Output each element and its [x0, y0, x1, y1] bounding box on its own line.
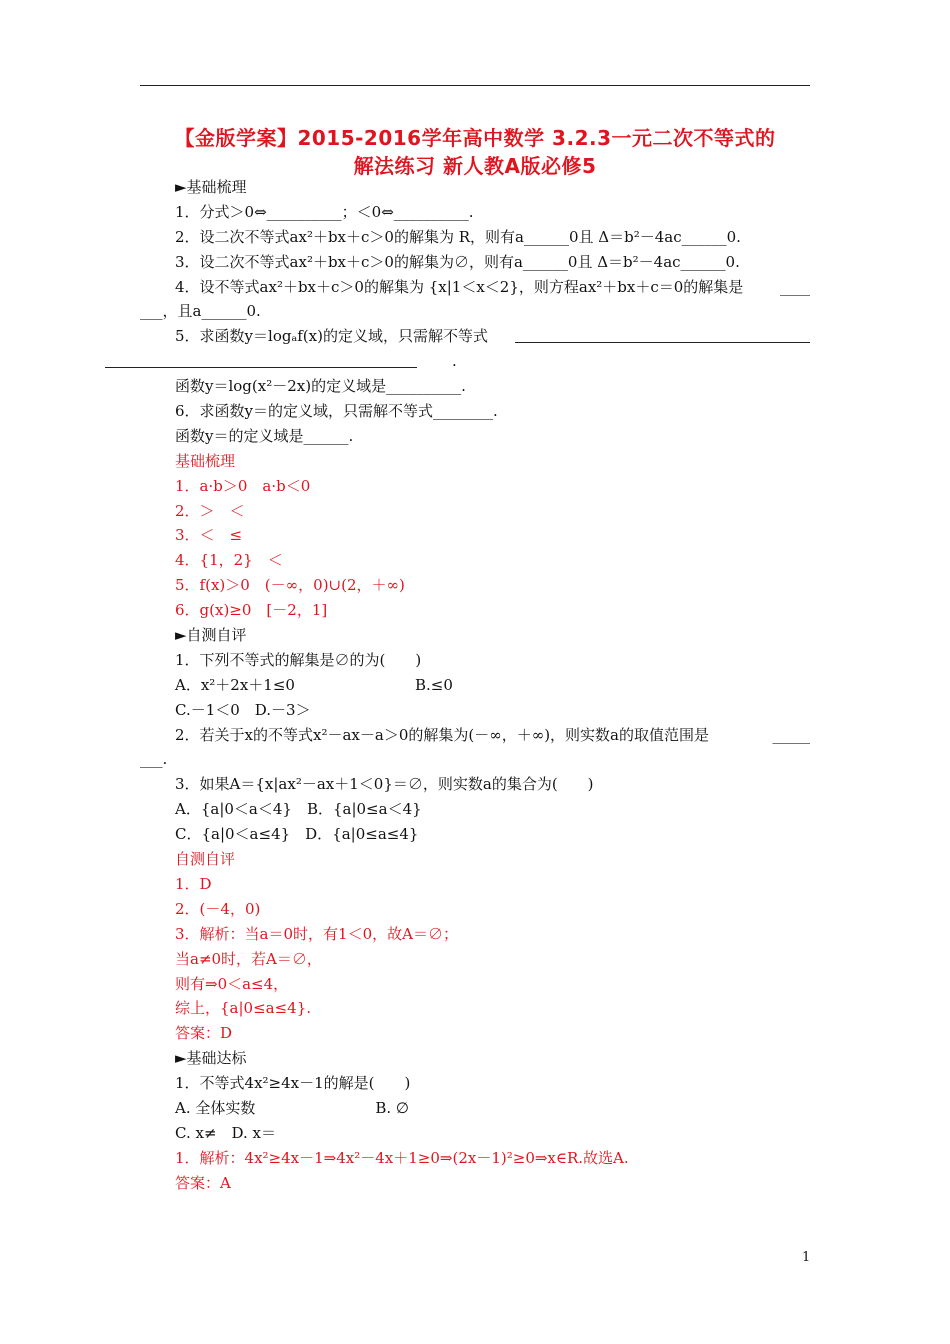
text-line	[175, 1071, 815, 1096]
line-text: 6．g(x)≥0 [－2，1]	[175, 601, 328, 620]
answer-line	[175, 847, 815, 872]
blank-tail: _____	[772, 725, 810, 744]
line-text: ►基础梳理	[175, 178, 247, 196]
line-text: A. 全体实数 B. ∅	[175, 1098, 409, 1117]
text-line	[140, 299, 815, 324]
line-text: .	[452, 352, 457, 371]
answer-line	[175, 598, 815, 623]
text-line	[175, 1096, 815, 1121]
answer-line	[175, 523, 815, 548]
answer-blank-line	[105, 367, 417, 368]
text-line	[175, 822, 815, 847]
line-text: ►自测自评	[175, 626, 247, 645]
text-line	[175, 225, 815, 250]
answer-line	[175, 1146, 815, 1171]
line-text: 基础梳理	[175, 451, 236, 470]
line-text: 3．＜ ≤	[175, 526, 243, 545]
line-text: 1．下列不等式的解集是∅的为( )	[175, 650, 422, 669]
text-line	[175, 698, 815, 723]
line-text: 答案：D	[175, 1024, 233, 1043]
text-line	[175, 723, 815, 748]
answer-blank-line	[515, 342, 810, 343]
line-text: A．x²＋2x＋1≤0 B.≤0	[175, 675, 453, 694]
line-text: C.－1＜0 D.－3＞	[175, 700, 311, 719]
title-line-2: 解法练习 新人教A版必修5	[353, 154, 597, 178]
text-line	[175, 1121, 815, 1146]
title-line-1: 【金版学案】2015-2016学年高中数学 3.2.3一元二次不等式的	[174, 126, 776, 150]
text-line	[175, 623, 815, 648]
line-text: C. x≠ D. x＝	[175, 1123, 276, 1142]
line-text: 1．不等式4x²≥4x－1的解是( )	[175, 1074, 411, 1093]
text-line	[175, 200, 815, 225]
line-text: 函数y＝log(x²－2x)的定义域是__________.	[175, 377, 466, 396]
text-line	[175, 424, 815, 449]
text-line	[175, 374, 815, 399]
answer-line	[175, 1021, 815, 1046]
text-line	[175, 648, 815, 673]
line-text: 4．{1，2} ＜	[175, 551, 283, 570]
text-line	[140, 747, 815, 772]
line-text: C．{a|0＜a≤4} D．{a|0≤a≤4}	[175, 825, 419, 844]
answer-line	[175, 872, 815, 897]
document-body	[140, 175, 815, 1196]
text-line	[175, 797, 815, 822]
text-line	[175, 772, 815, 797]
line-text: 3．解析：当a＝0时，有1＜0，故A＝∅；	[175, 924, 458, 943]
line-text: 1．a·b＞0 a·b＜0	[175, 476, 311, 495]
line-text: 1．分式＞0⇔__________；＜0⇔__________.	[175, 202, 474, 221]
text-line	[175, 250, 815, 275]
line-text: 当a≠0时，若A＝∅，	[175, 949, 322, 968]
line-text: 2．＞ ＜	[175, 501, 245, 520]
line-text: 4．设不等式ax²＋bx＋c＞0的解集为 {x|1＜x＜2}，则方程ax²＋bx＋c＝0的解集是	[175, 277, 744, 296]
text-line	[175, 673, 815, 698]
answer-line	[175, 1171, 815, 1196]
line-text: 自测自评	[175, 850, 236, 869]
line-text: ___，且a______0.	[140, 302, 261, 321]
line-text: 3．设二次不等式ax²＋bx＋c＞0的解集为∅，则有a______0且 Δ＝b²－4ac______0.	[175, 252, 740, 271]
line-text: 1．D	[175, 874, 212, 893]
blank-tail: ____	[780, 277, 810, 296]
page-number: 1	[802, 1250, 811, 1265]
text-line	[175, 324, 815, 349]
line-text: 2．设二次不等式ax²＋bx＋c＞0的解集为 R，则有a______0且 Δ＝b²－4ac______0.	[175, 227, 741, 246]
line-text: 综上，{a|0≤a≤4}.	[175, 999, 312, 1018]
line-text: ___.	[140, 750, 168, 769]
line-text: 1．解析：4x²≥4x－1⇒4x²－4x＋1≥0⇒(2x－1)²≥0⇒x∈R.故选A.	[175, 1148, 629, 1167]
line-text: 答案：A	[175, 1173, 231, 1192]
text-line	[175, 1046, 815, 1071]
answer-line	[175, 996, 815, 1021]
answer-line	[175, 548, 815, 573]
answer-line	[175, 922, 815, 947]
line-text: 6．求函数y＝的定义域，只需解不等式________.	[175, 402, 498, 421]
text-line	[175, 399, 815, 424]
answer-line	[175, 972, 815, 997]
line-text: A．{a|0＜a＜4} B．{a|0≤a＜4}	[175, 800, 422, 819]
answer-line	[175, 499, 815, 524]
header-rule	[140, 85, 810, 86]
answer-line	[175, 947, 815, 972]
answer-line	[175, 573, 815, 598]
line-text: 2．(－4，0)	[175, 899, 261, 918]
text-line	[175, 275, 815, 300]
line-text: 5．f(x)＞0 (－∞，0)∪(2，＋∞)	[175, 576, 405, 595]
answer-line	[175, 897, 815, 922]
text-line	[140, 349, 815, 374]
line-text: 3．如果A＝{x|ax²－ax＋1＜0}＝∅，则实数a的集合为( )	[175, 775, 594, 794]
line-text: 则有⇒0＜a≤4，	[175, 974, 289, 993]
answer-line	[175, 449, 815, 474]
line-text: 2．若关于x的不等式x²－ax－a＞0的解集为(－∞，＋∞)，则实数a的取值范围是	[175, 725, 710, 744]
answer-line	[175, 474, 815, 499]
line-text: 函数y＝的定义域是______.	[175, 426, 354, 445]
line-text: 5．求函数y＝logₐf(x)的定义域，只需解不等式	[175, 327, 488, 346]
line-text: ►基础达标	[175, 1049, 247, 1068]
text-line	[175, 175, 815, 200]
